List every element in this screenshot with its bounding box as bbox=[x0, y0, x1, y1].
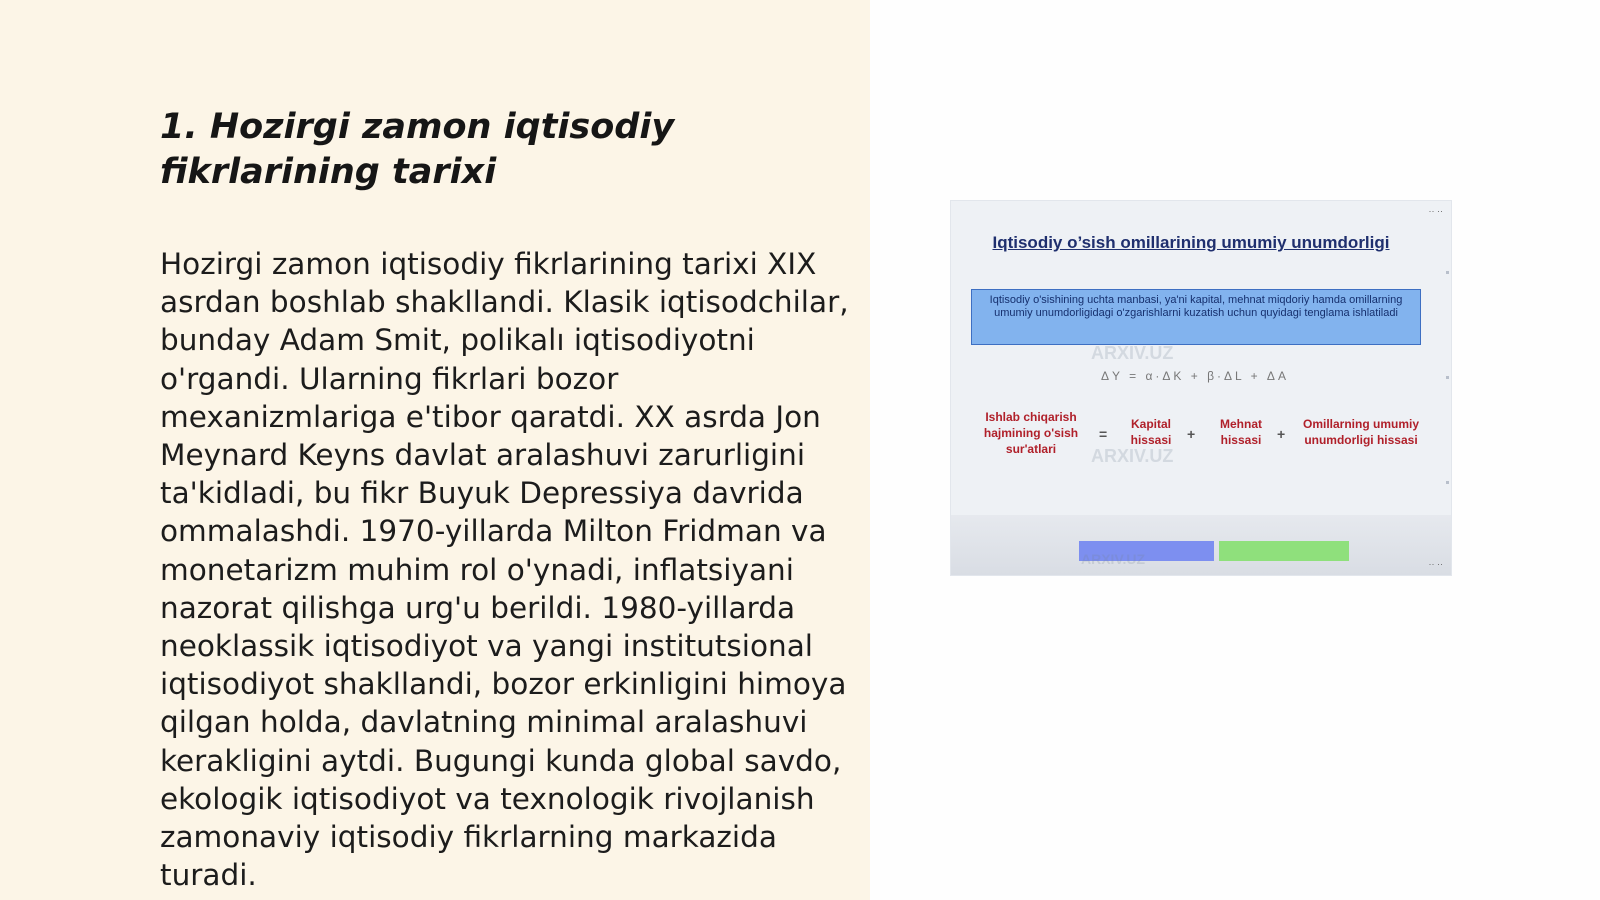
term-capital: Kapital hissasi bbox=[1130, 417, 1172, 447]
equals-sign: = bbox=[1099, 426, 1108, 442]
watermark: ARXIV.UZ bbox=[1091, 343, 1174, 363]
image-title: Iqtisodiy o’sish omillarining umumiy unumdorligi bbox=[992, 233, 1390, 252]
slide-title: 1. Hozirgi zamon iqtisodiy fikrlarining tarixi bbox=[160, 107, 675, 192]
edge-mark bbox=[1446, 271, 1449, 274]
edge-mark bbox=[1446, 376, 1449, 379]
term-labor: Mehnat hissasi bbox=[1220, 417, 1262, 447]
image-description-box: Iqtisodiy o'sishining uchta manbasi, ya'ni kapital, mehnat miqdoriy hamda omillarning umumiy unumdorligidagi o'zgarishlarni kuzatish uchun quyidagi tenglama ishlatiladi bbox=[971, 289, 1421, 345]
watermark: ARXIV.UZ bbox=[1081, 551, 1146, 567]
watermark: ARXIV.UZ bbox=[1091, 446, 1174, 466]
term-tfp: Omillarning umumiy unumdorligi hissasi bbox=[1302, 417, 1419, 447]
formula-graphic: ΔY = α·ΔK + β·ΔL + ΔA bbox=[1101, 369, 1289, 383]
green-bar bbox=[1219, 541, 1349, 561]
slide-body-text: Hozirgi zamon iqtisodiy fikrlarining tarixi XIX asrdan boshlab shakllandi. Klasik iqtisodchilar, bunday Adam Smit, polikalı iqtisodiyotni o'rgandi. Ularning fikrlari bozor mexanizmlariga e'tibor qaratdi. XX asrda Jon Meynard Keyns davlat aralashuvi zarurligini ta'kidladi, bu fikr Buyuk Depressiya davrida ommalashdi. 1970-yillarda Milton Fridman va monetarizm muhim rol o'ynadi, inflatsiyani nazorat qilishga urg'u berildi. 1980-yillarda neoklassik iqtisodiyot va yangi institutsional iqtisodiyot shakllandi, bozor erkinligini himoya qilgan holda, davlatning minimal aralashuvi kerakligini aytdi. Bugungi kunda global savdo, ekologik iqtisodiyot va texnologik rivojlanish zamonaviy iqtisodiy fikrlarning markazida turadi. bbox=[160, 247, 849, 893]
term-output-growth: Ishlab chiqarish hajmining o'sish sur'atlari bbox=[983, 410, 1079, 456]
slide-footer-caption: ·· ·· bbox=[1428, 559, 1443, 569]
edge-mark bbox=[1446, 481, 1449, 484]
plus-sign: + bbox=[1187, 426, 1196, 442]
embedded-slide-image bbox=[950, 200, 1452, 576]
plus-sign: + bbox=[1277, 426, 1286, 442]
slide-header-caption: ·· ·· bbox=[1428, 206, 1443, 216]
